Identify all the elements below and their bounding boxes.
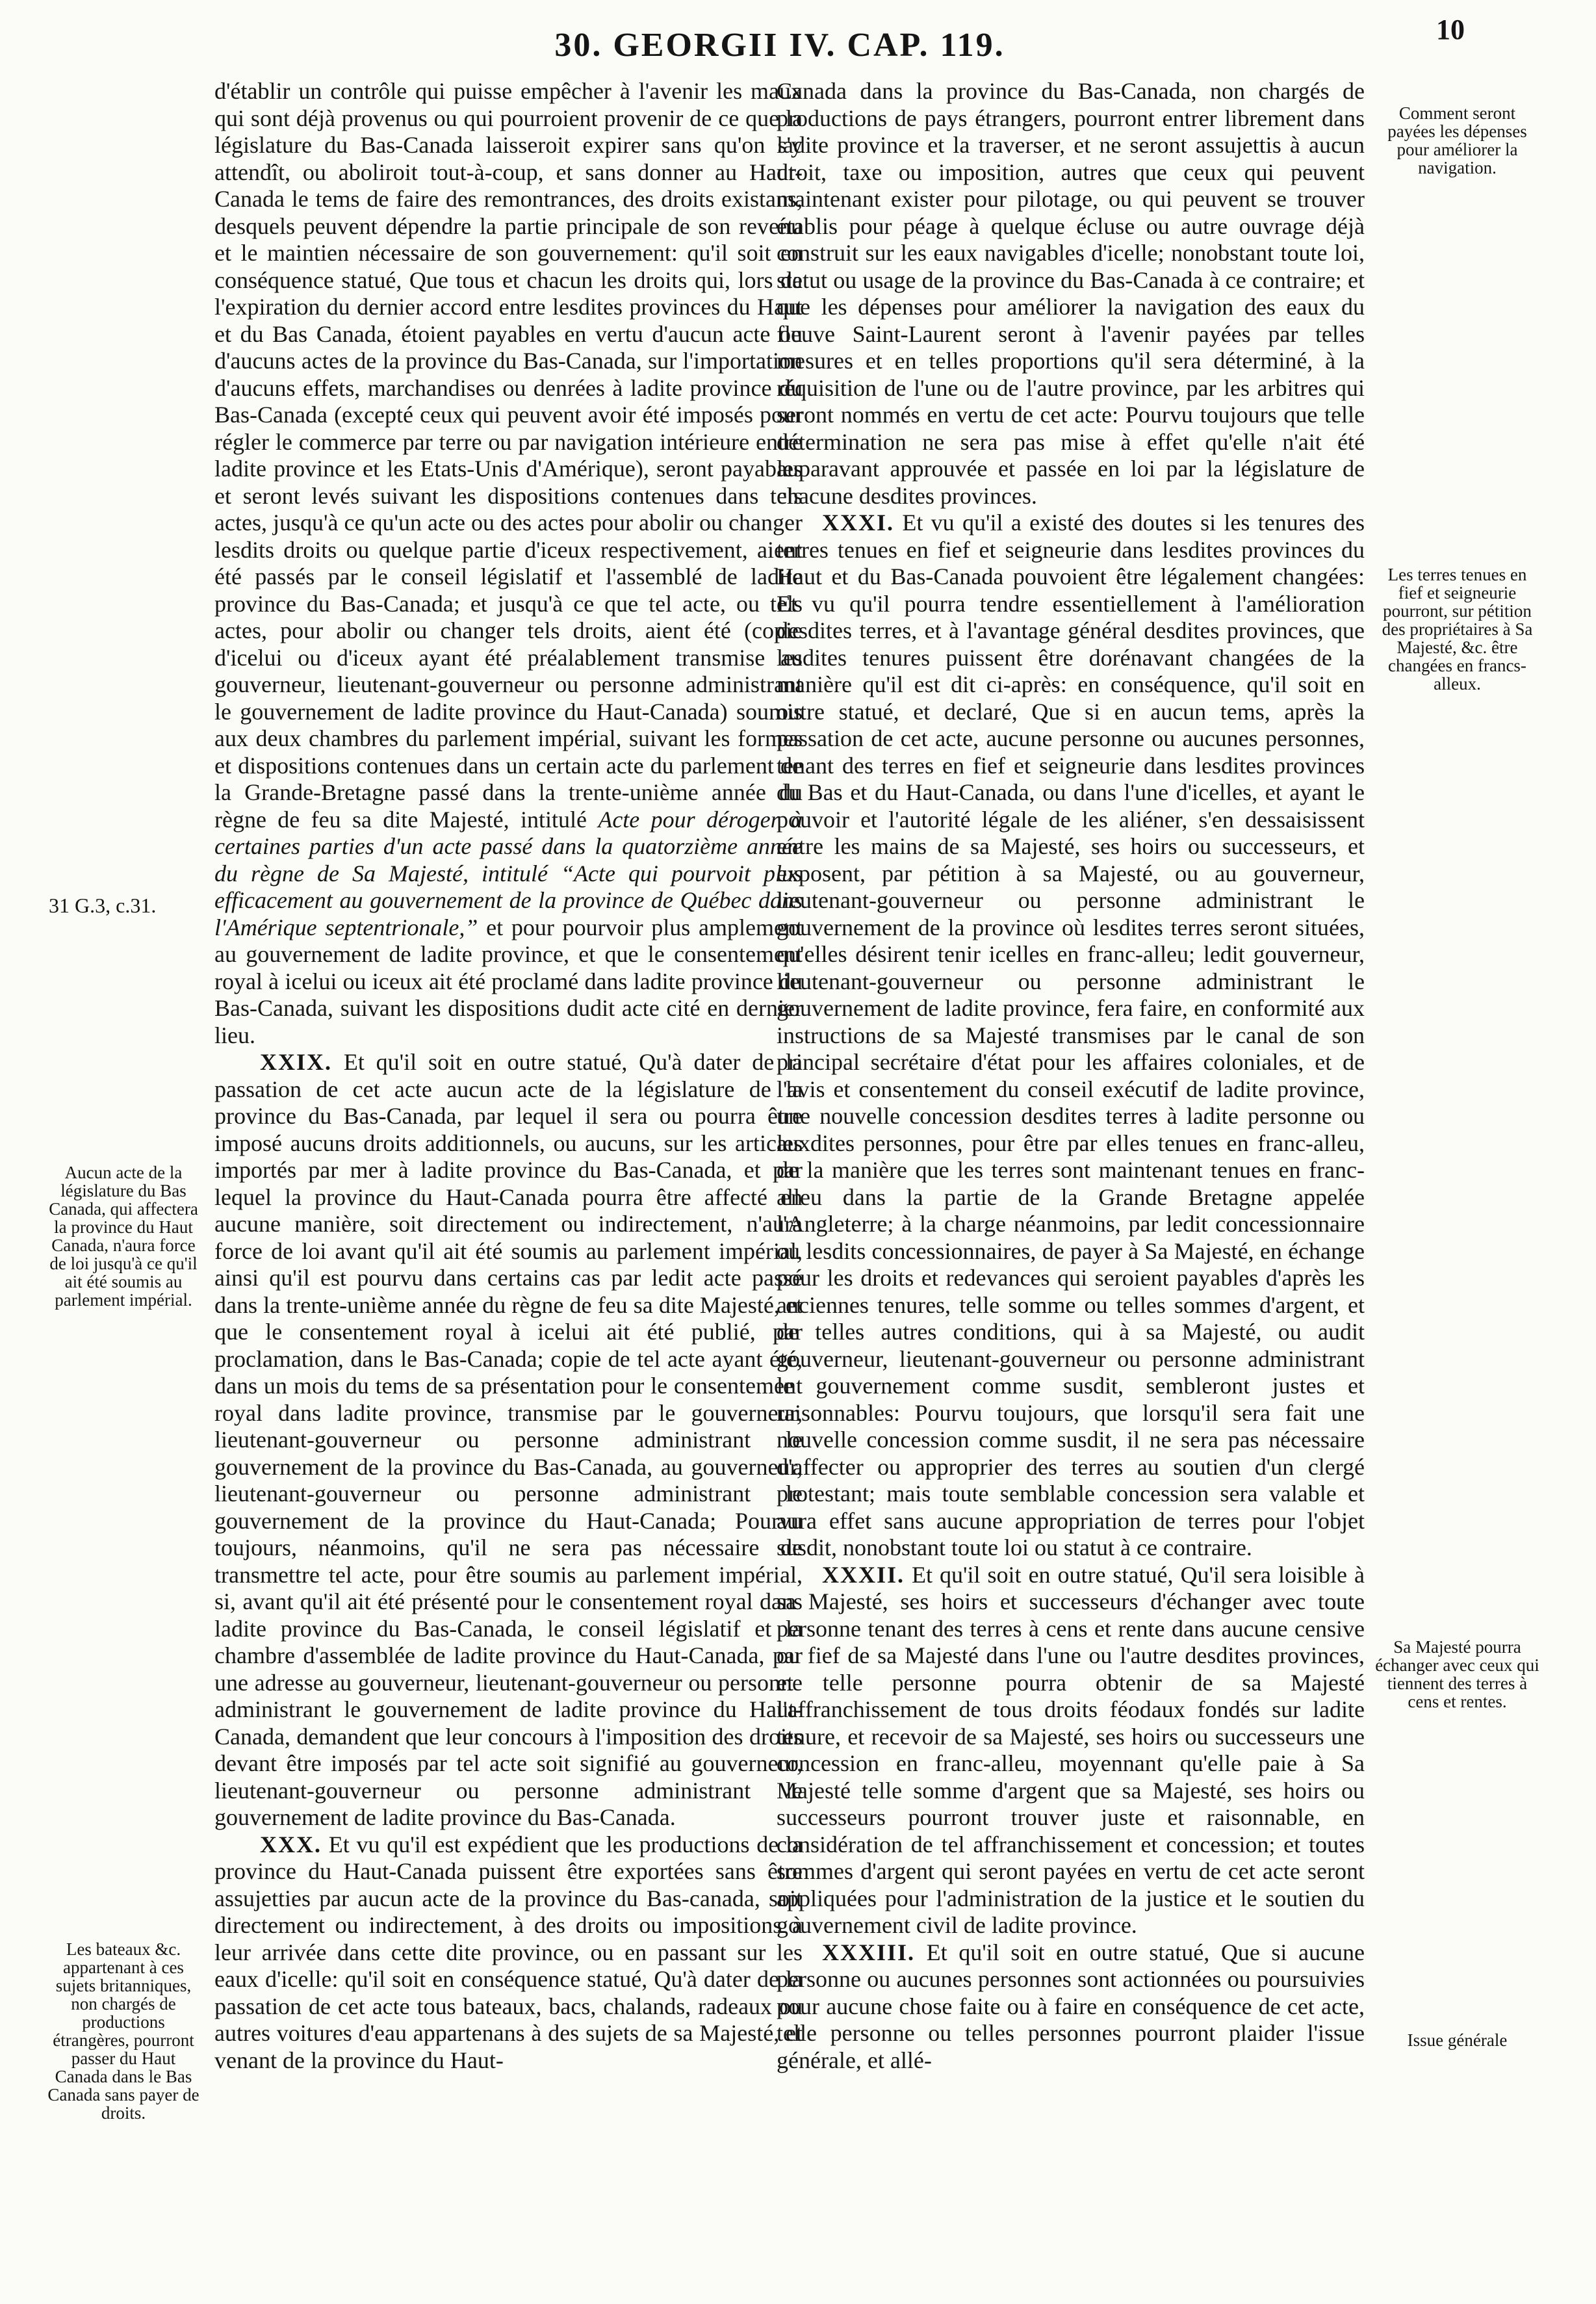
section-number: XXXII.: [822, 1561, 905, 1588]
page-number: 10: [1436, 14, 1465, 45]
section-text: Et qu'il soit en outre statué, Que si aucune personne ou aucunes personnes sont actionnées ou poursuivies pour aucune chose faite ou à faire en conséquence de cet acte, telle personne ou telles personnes pourront plaider l'issue générale, et allé-: [777, 1939, 1365, 2073]
margin-citation: 31 G.3, c.31.: [49, 894, 157, 917]
section-30: [214, 1832, 803, 2075]
section-31: [777, 510, 1365, 1562]
paragraph-continued: Canada dans la province du Bas-Canada, non chargés de productions de pays étrangers, pourront entrer librement dans ladite province et la traverser, et ne seront assujettis à aucun droit, taxe ou imposition, autres que ceux qui peuvent maintenant exister pour pilotage, ou qui peuvent se trouver établis pour péage à quelque écluse ou autre ouvrage déjà construit sur les eaux navigables d'icelle; nonobstant toute loi, statut ou usage de la province du Bas-Canada à ce contraire; et que les dépenses pour améliorer la navigation des eaux du fleuve Saint-Laurent seront à l'avenir payées par telles mesures et en telles proportions qu'il sera déterminé, à la réquisition de l'une ou de l'autre province, par les arbitres qui seront nommés en vertu de cet acte: Pourvu toujours que telle détermination ne sera pas mise à effet qu'elle n'ait été auparavant approuvée et passée en loi par la législature de chacune desdites provinces.: [777, 78, 1365, 509]
section-number: XXIX.: [260, 1049, 333, 1075]
section-number: XXXI.: [822, 510, 895, 536]
paragraph-text-end: et pour pourvoir plus amplement au gouvernement de ladite province, et que le consentement royal à icelui ou iceux ait été proclamé dans ladite province du Bas-Canada, suivant les dispositions dudit acte cité en dernier lieu.: [214, 914, 803, 1048]
section-text: Et qu'il soit en outre statué, Qu'à dater de la passation de cet acte aucun acte de la législature de la province du Bas-Canada, par lequel il sera ou pourra être imposé aucuns droits additionnels, ou aucuns, sur les articles importés par mer à ladite province du Bas-Canada, et par lequel la province du Haut-Canada pourra être affecté en aucune manière, soit directement ou indirectement, n'aura force de loi avant qu'il ait été soumis au parlement impérial, ainsi qu'il est pourvu dans certains cas par ledit acte passé dans la trente-unième année du règne de feu sa dite Majesté, et que le consentement royal à icelui ait été publié, par proclamation, dans le Bas-Canada; copie de tel acte ayant été, dans un mois du tems de sa présentation pour le consentement royal dans ladite province, transmise par le gouverneur, lieutenant-gouverneur ou personne administrant le gouvernement de la province du Bas-Canada, au gouverneur, lieutenant-gouverneur ou personne administrant le gouvernement de la province du Haut-Canada; Pourvu toujours, néanmoins, qu'il ne sera pas nécessaire de transmettre tel acte, pour être soumis au parlement impérial, si, avant qu'il ait été présenté pour le consentement royal dans ladite province du Bas-Canada, le conseil législatif et la chambre d'assemblée de ladite province du Haut-Canada, par une adresse au gouverneur, lieutenant-gouverneur ou personne administrant le gouvernement de ladite province du Haut-Canada, demandent que leur concours à l'imposition des droits devant être imposés par tel acte soit signifié au gouverneur, lieutenant-gouverneur ou personne administrant le gouvernement de ladite province du Bas-Canada.: [214, 1049, 803, 1830]
margin-note-section-32: Sa Majesté pourra échanger avec ceux qui tiennent des terres à cens et rentes.: [1375, 1637, 1539, 1711]
section-32: [777, 1562, 1365, 1939]
margin-note-section-31: Les terres tenues en fief et seigneurie pourront, sur pétition des propriétaires à Sa Majesté, &c. être changées en francs-alleux.: [1382, 565, 1533, 693]
act-title-italic: Acte pour déroger à certaines parties d'un acte passé dans la quatorzième année du règne de Sa Majesté, intitulé “Acte qui pourvoit plus efficacement au gouvernement de la province de Québec dans l'Amérique septentrionale,”: [214, 806, 803, 940]
margin-note-section-30: Les bateaux &c. appartenant à ces sujets britanniques, non chargés de productions étrangères, pourront passer du Haut Canada dans le Bas Canada sans payer de droits.: [47, 1939, 200, 2123]
page-header: [0, 14, 1596, 71]
section-text: Et qu'il soit en outre statué, Qu'il sera loisible à sa Majesté, ses hoirs et successeurs d'échanger avec toute personne tenant des terres à cens et rente dans aucune censive ou fief de sa Majesté dans l'une ou l'autre desdites provinces, et telle personne pourra obtenir de sa Majesté l'affranchissement de tous droits féodaux fondés sur ladite tenure, et recevoir de sa Majesté, ses hoirs ou successeurs une concession en franc-alleu, moyennant qu'elle paie à Sa Majesté telle somme d'argent que sa Majesté, ses hoirs ou successeurs pourront trouver juste et raisonnable, en considération de tel affranchissement et concession; et toutes sommes d'argent qui seront payées en vertu de cet acte seront appliquées pour l'administration de la justice et le soutien du gouvernement civil de ladite province.: [777, 1561, 1365, 1938]
section-29: [214, 1049, 803, 1832]
left-column: [214, 78, 803, 2281]
running-head: 30. GEORGII IV. CAP. 119.: [554, 27, 1005, 64]
margin-note-section-33: Issue générale: [1407, 2030, 1508, 2050]
margin-note-navigation: Comment seront payées les dépenses pour améliorer la navigation.: [1387, 103, 1527, 177]
section-text: Et vu qu'il a existé des doutes si les tenures des terres tenues en fief et seigneurie dans lesdites provinces du Haut et du Bas-Canada pouvoient être légalement changées: Et vu qu'il pourra tendre essentiellement à l'amélioration desdites terres, et à l'avantage général desdites provinces, que lesdites tenures puissent être dorénavant changées de la manière qu'il est dit ci-après: en conséquence, qu'il soit en outre statué, et declaré, Que si en aucun tems, après la passation de cet acte, aucune personne ou aucunes personnes, tenant des terres en fief et seigneurie dans lesdites provinces du Bas et du Haut-Canada, ou dans l'une d'icelles, et ayant le pouvoir et l'autorité légale de les aliéner, s'en dessaisissent entre les mains de sa Majesté, ses hoirs ou successeurs, et exposent, par pétition à sa Majesté, ou au gouverneur, lieutenant-gouverneur ou personne administrant le gouvernement de la province où lesdites terres seront situées, qu'elles désirent tenir icelles en franc-alleu; ledit gouverneur, lieutenant-gouverneur ou personne administrant le gouvernement de ladite province, fera faire, en conformité aux instructions de sa Majesté transmises par le canal de son principal secrétaire d'état pour les affaires coloniales, et de l'avis et consentement du conseil exécutif de ladite province, une nouvelle concession desdites terres à ladite personne ou auxdites personnes, pour être par elles tenues en franc-alleu, de la manière que les terres sont maintenant tenues en franc-alleu dans la partie de la Grande Bretagne appelée l'Angleterre; à la charge néanmoins, par ledit concessionnaire ou lesdits concessionnaires, de payer à Sa Majesté, en échange pour les droits et redevances qui seroient payables d'après les anciennes tenures, telle somme ou telles sommes d'argent, et de telles autres conditions, qui à sa Majesté, ou audit gouverneur, lieutenant-gouverneur ou personne administrant le gouvernement comme susdit, sembleront justes et raisonnables: Pourvu toujours, que lorsqu'il sera fait une nouvelle concession comme susdit, il ne sera pas nécessaire d'affecter ou approprier des terres au soutien d'un clergé protestant; mais toute semblable concession sera valable et aura effet sans aucune appropriation de terres pour l'objet susdit, nonobstant toute loi ou statut à ce contraire.: [777, 510, 1365, 1560]
section-number: XXXIII.: [822, 1939, 916, 1965]
section-text: Et vu qu'il est expédient que les productions de la province du Haut-Canada puissent être exportées sans être assujetties par aucun acte de la province du Bas-canada, soit directement ou indirectement, à des droits ou impositions à leur arrivée dans cette dite province, ou en passant sur les eaux d'icelle: qu'il soit en conséquence statué, Qu'à dater de la passation de cet acte tous bateaux, bacs, chalands, radeaux ou autres voitures d'eau appartenans à des sujets de sa Majesté, et venant de la province du Haut-: [214, 1831, 803, 2073]
margin-note-section-29: Aucun acte de la législature du Bas Canada, qui affectera la province du Haut Canada, n'aura force de loi jusqu'à ce qu'il ait été soumis au parlement impérial.: [49, 1163, 198, 1310]
paragraph-continued: [214, 78, 803, 1049]
section-33: [777, 1939, 1365, 2075]
paragraph-text: d'établir un contrôle qui puisse empêcher à l'avenir les maux qui sont déjà provenus ou qui pourroient provenir de ce que la législature du Bas-Canada laisseroit expirer sans qu'on s'y attendît, ou aboliroit tout-à-coup, et sans donner au Haut-Canada le tems de faire des remontrances, des droits existans, desquels peuvent dépendre la partie principale de son revenu et le maintien nécessaire de son gouvernement: qu'il soit en conséquence statué, Que tous et chacun les droits qui, lors de l'expiration du dernier accord entre lesdites provinces du Haut et du Bas Canada, étoient payables en vertu d'aucun acte ou d'aucuns actes de la province du Bas-Canada, sur l'importation d'aucuns effets, marchandises ou denrées à ladite province du Bas-Canada (excepté ceux qui peuvent avoir été imposés pour régler le commerce par terre ou par navigation intérieure entre ladite province et les Etats-Unis d'Amérique), seront payables et seront levés suivant les dispositions contenues dans tels actes, jusqu'à ce qu'un acte ou des actes pour abolir ou changer lesdits droits ou quelque partie d'iceux respectivement, aient été passés par le conseil législatif et l'assemblé de ladite province du Bas-Canada; et jusqu'à ce que tel acte, ou tels actes, pour abolir ou changer tels droits, aient été (copie d'icelui ou d'iceux ayant été préalablement transmise au gouverneur, lieutenant-gouverneur ou personne administrant le gouvernement de ladite province du Haut-Canada) soumis aux deux chambres du parlement impérial, suivant les formes et dispositions contenues dans un certain acte du parlement de la Grande-Bretagne passé dans la trente-unième année du règne de feu sa dite Majesté, intitulé: [214, 78, 803, 833]
section-number: XXX.: [260, 1831, 322, 1857]
right-column: [777, 78, 1365, 2281]
